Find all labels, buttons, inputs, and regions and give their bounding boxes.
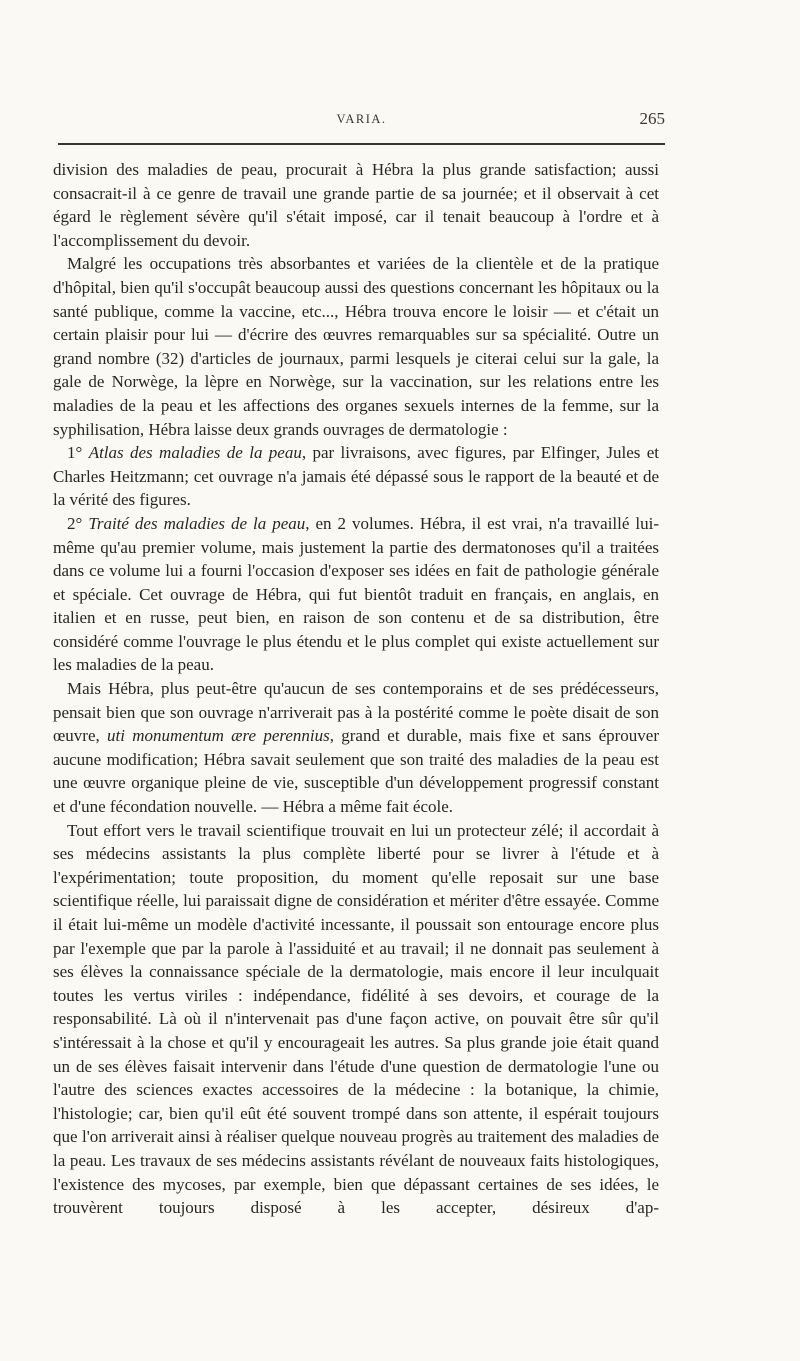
paragraph-text: Mais Hébra, plus peut-être qu'aucun de ses contemporains et de ses prédécesseurs, pensait bien que son ouvrage n'arriverait pas à la postérité comme le poète disait de son œuvre, [53,679,659,746]
item-number: 1° [67,443,83,463]
paragraph-text: division des maladies de peau, procurait à Hébra la plus grande satisfaction; aussi consacrait-il à ce genre de travail une grande partie de sa journée; et il observait à cet égard le règlement sévère qu'il s'était imposé, car il tenait beaucoup à l'ordre et à l'accomplissement du devoir. [53,160,659,250]
page-header [58,109,665,136]
item-text: , par livraisons, avec figures, par Elfinger, Jules et Charles Heitzmann; cet ouvrage n'a jamais été dépassé sous le rapport de la beauté et de la vérité des figures. [53,443,659,510]
item-number: 2° [67,513,83,533]
body-text [53,158,659,1220]
paragraph-text: Tout effort vers le travail scientifique trouvait en lui un protecteur zélé; il accordait à ses médecins assistants la plus complète liberté pour se livrer à l'étude et à l'expérimentation; toute proposition, du moment qu'elle reposait sur une base scientifique réelle, lui paraissait digne de considération et mériter d'être essayée. Comme il était lui-même un modèle d'activité incessante, il poussait son entourage encore plus par l'exemple que par la parole à l'assiduité et au travail; il ne donnait pas seulement à ses élèves la connaissance spéciale de la dermatologie, mais encore il leur inculquait toutes les vertus viriles : indépendance, fidélité à ses devoirs, et courage de la responsabilité. Là où il n'intervenait pas d'une façon active, on pouvait être sûr qu'il s'intéressait à la chose et qu'il y encourageait les autres. Sa plus grande joie était quand un de ses élèves faisait intervenir dans l'étude d'une question de dermatologie l'une ou l'autre des sciences exactes accessoires de la médecine : la botanique, la chimie, l'histologie; car, bien qu'il eût été souvent trompé dans son attente, il espérait toujours que l'on arriverait ainsi à réaliser quelque nouveau progrès au traitement des maladies de la peau. Les travaux de ses médecins assistants révélant de nouveaux faits histologiques, l'existence des mycoses, par exemple, bien que dépassant certaines de ses idées, le trouvèrent toujours disposé à les accepter, désireux d'ap- [53,820,659,1218]
running-title: VARIA. [336,112,387,126]
paragraph-text: , grand et durable, mais fixe et sans éprouver aucune modification; Hébra savait seulement que son traité des maladies de la peau est une œuvre organique pleine de vie, susceptible d'un développement progressif constant et d'une fécondation nouvelle. — Hébra a même fait école. [53,726,659,817]
paragraph-posterity [53,677,659,819]
header-rule [58,143,665,145]
work-title: Traité des maladies de la peau [88,513,306,533]
paragraph-scientific-work [53,819,659,1220]
paragraph-continuation [53,158,659,252]
latin-quote: uti monumentum ære perennius [107,726,330,746]
work-title: Atlas des maladies de la peau [88,443,302,463]
paragraph-text: Malgré les occupations très absorbantes et variées de la clientèle et de la pratique d'hôpital, bien qu'il s'occupât beaucoup aussi des questions concernant les hôpitaux ou la santé publique, comme la vaccine, etc..., Hébra trouva encore le loisir — et c'était un certain plaisir pour lui — d'écrire des œuvres remarquables sur sa spécialité. Outre un grand nombre (32) d'articles de journaux, parmi lesquels je citerai celui sur la gale, la gale de Norwège, la lèpre en Norwège, sur la vaccination, sur les relations entre les maladies de la peau et les affections des organes sexuels internes de la femme, sur la syphilisation, Hébra laisse deux grands ouvrages de dermatologie : [53,254,659,439]
list-item-atlas [53,441,659,512]
page-number: 265 [639,109,665,128]
paragraph-occupations [53,252,659,441]
list-item-traite [53,512,659,677]
item-text: , en 2 volumes. Hébra, il est vrai, n'a travaillé lui-même qu'au premier volume, mais justement la partie des dermatonoses qu'il a traitées dans ce volume lui a fourni l'occasion d'exposer ses idées en fait de pathologie générale et spéciale. Cet ouvrage de Hébra, qui fut bientôt traduit en français, en anglais, en italien et en russe, peut bien, en raison de son contenu et de sa distribution, être considéré comme l'ouvrage le plus étendu et le plus complet qui existe actuellement sur les maladies de la peau. [53,513,659,675]
